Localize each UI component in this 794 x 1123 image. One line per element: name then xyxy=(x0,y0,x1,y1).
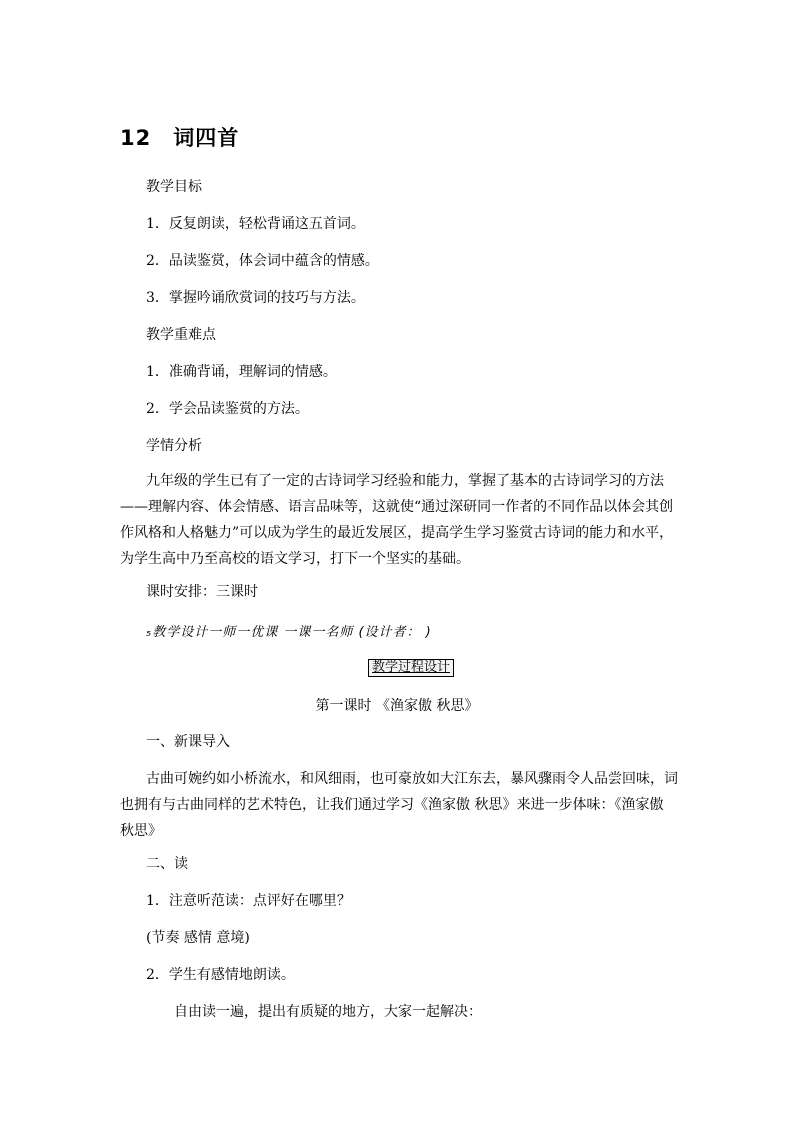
section1-paragraph: 古曲可婉约如小桥流水，和风细雨，也可豪放如大江东去，暴风骤雨令人品尝回味，词也拥有与古曲同样的艺术特色，让我们通过学习《渔家傲 秋思》来进一步体味：《渔家傲 秋思》 xyxy=(120,771,678,839)
section2-item-2: 2．学生有感情地朗读。 xyxy=(146,967,295,983)
section2-item-1: 1．注意听范读：点评好在哪里？ xyxy=(146,893,351,909)
page-title xyxy=(120,122,239,152)
objectives-heading: 教学目标 xyxy=(146,179,202,195)
key-point-item-1: 1．准确背诵，理解词的情感。 xyxy=(146,364,337,380)
analysis-heading: 学情分析 xyxy=(146,438,202,454)
objective-item-3: 3．掌握吟诵欣赏词的技巧与方法。 xyxy=(146,290,365,306)
process-design-heading: 教学过程设计 xyxy=(368,659,454,677)
key-point-item-2: 2．学会品读鉴赏的方法。 xyxy=(146,401,309,417)
section1-heading: 一、新课导入 xyxy=(146,734,230,750)
schedule-text: 课时安排：三课时 xyxy=(146,584,258,600)
analysis-paragraph: 九年级的学生已有了一定的古诗词学习经验和能力，掌握了基本的古诗词学习的方法——理解内容、体会情感、语言品味等，这就使“通过深研同一作者的不同作品以体会其创作风格和人格魅力”可以成为学生的最近发展区，提高学生学习鉴赏古诗词的能力和水平，为学生高中乃至高校的语文学习，打下一个坚实的基础。 xyxy=(120,473,674,567)
section2-item-3: 自由读一遍，提出有质疑的地方，大家一起解决： xyxy=(174,1004,482,1020)
lesson-one-title: 第一课时 《渔家傲 秋思》 xyxy=(315,698,479,714)
key-points-heading: 教学重难点 xyxy=(146,327,216,343)
section2-note: (节奏 感情 意境) xyxy=(146,930,250,946)
designer-line: ₅教学设计一师一优课 一课一名师 (设计者： ) xyxy=(146,625,432,640)
section2-heading: 二、读 xyxy=(146,856,188,872)
lesson-title-text: 词四首 xyxy=(173,126,240,150)
objective-item-2: 2．品读鉴赏，体会词中蕴含的情感。 xyxy=(146,253,379,269)
objective-item-1: 1．反复朗读，轻松背诵这五首词。 xyxy=(146,216,365,232)
lesson-number: 12 xyxy=(120,126,152,150)
